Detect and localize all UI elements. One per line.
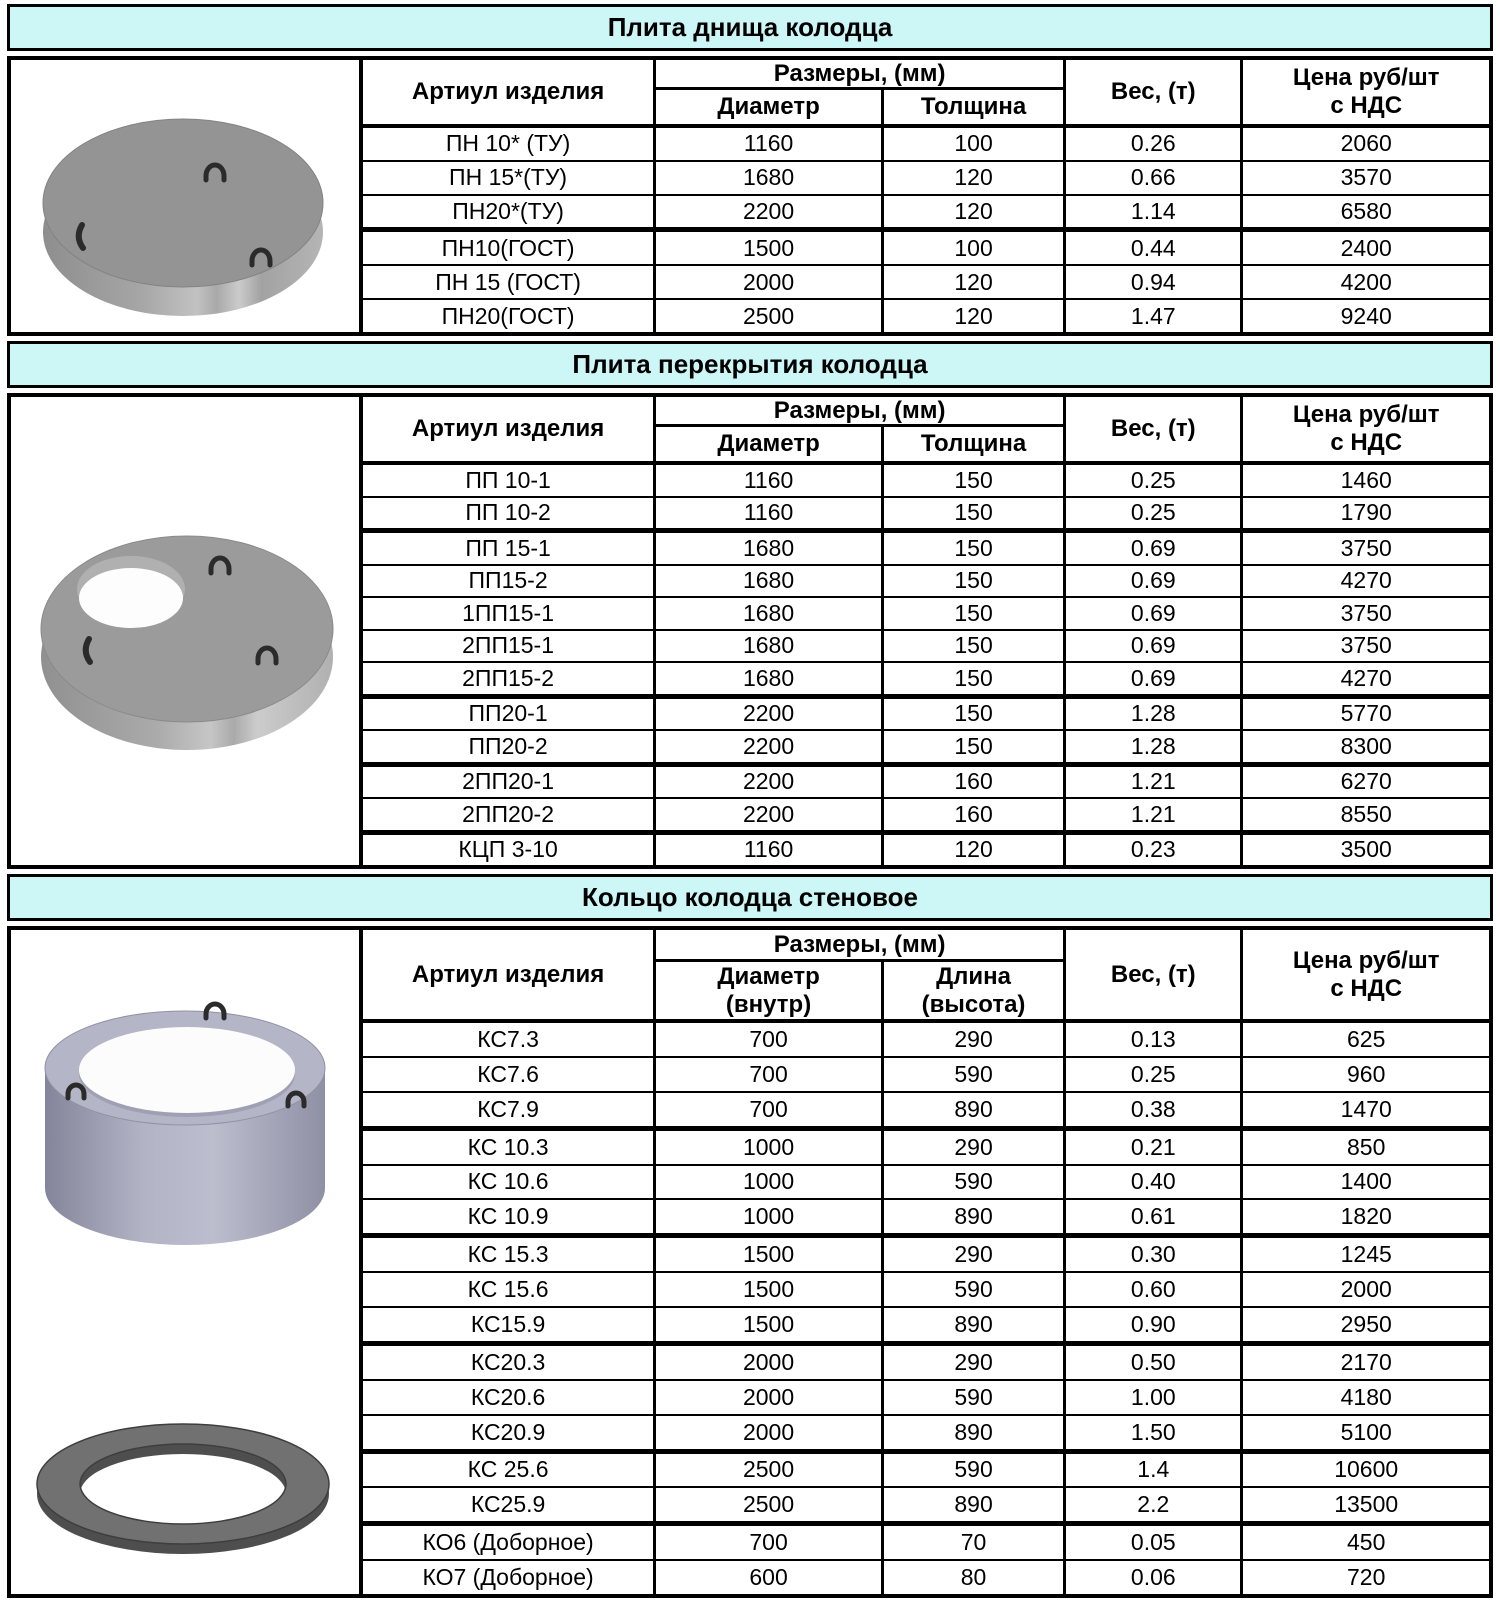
cell-size2: 890 [881, 1416, 1063, 1449]
cell-size1: 2500 [653, 1454, 881, 1487]
cell-price: 2060 [1240, 128, 1489, 160]
cell-size1: 1680 [653, 162, 881, 194]
cell-size1: 1500 [653, 1273, 881, 1306]
header-price: Цена руб/шт с НДС [1240, 397, 1489, 461]
cell-size1: 2500 [653, 1488, 881, 1521]
cell-size2: 80 [881, 1561, 1063, 1594]
table-header [363, 930, 1489, 1023]
table-row [363, 598, 1489, 631]
cell-weight: 0.21 [1063, 1131, 1240, 1164]
table-row [363, 1093, 1489, 1131]
section-title-cover-slab: Плита перекрытия колодца [7, 341, 1493, 388]
cell-size1: 600 [653, 1561, 881, 1594]
cell-price: 9240 [1240, 300, 1489, 332]
cell-size2: 150 [881, 598, 1063, 629]
header-length: Длина (высота) [881, 962, 1063, 1019]
cell-price: 8300 [1240, 731, 1489, 762]
wall-ring-3d-icon [20, 988, 350, 1288]
cell-article: ПН20*(ТУ) [452, 198, 564, 225]
table-row [363, 162, 1489, 196]
cell-article: ПП15-2 [468, 567, 548, 594]
cell-article: 2ПП20-2 [462, 800, 555, 827]
cell-weight: 0.13 [1063, 1023, 1240, 1056]
cell-article: КЦП 3-10 [458, 836, 558, 863]
cell-size2: 100 [881, 128, 1063, 160]
cell-weight: 1.21 [1063, 767, 1240, 798]
cell-weight: 1.28 [1063, 699, 1240, 730]
header-weight: Вес, (т) [1063, 930, 1240, 1019]
cell-size1: 1680 [653, 533, 881, 564]
table-row [363, 1346, 1489, 1381]
cell-article: ПН 10* (ТУ) [445, 130, 571, 157]
table-row [363, 1166, 1489, 1201]
table-rows [363, 1023, 1489, 1594]
cell-size2: 120 [881, 300, 1063, 332]
cell-price: 1460 [1240, 465, 1489, 496]
cell-article: ПН10(ГОСТ) [441, 234, 575, 261]
cell-price: 3750 [1240, 533, 1489, 564]
cell-size1: 2000 [653, 1346, 881, 1379]
cell-price: 720 [1240, 1561, 1489, 1594]
cell-size2: 290 [881, 1023, 1063, 1056]
cell-article: КС 15.3 [467, 1241, 549, 1268]
cell-weight: 1.28 [1063, 731, 1240, 762]
cell-size1: 2000 [653, 1381, 881, 1414]
cell-size2: 290 [881, 1238, 1063, 1271]
header-sizes: Размеры, (мм) [653, 397, 1063, 427]
cell-weight: 0.26 [1063, 128, 1240, 160]
cell-size2: 150 [881, 498, 1063, 529]
cell-article: ПП 10-2 [465, 499, 551, 526]
table-row [363, 731, 1489, 767]
cell-article: КС 10.3 [467, 1133, 549, 1160]
cell-size1: 1160 [653, 498, 881, 529]
header-sizes: Размеры, (мм) [653, 930, 1063, 962]
table-row [363, 767, 1489, 800]
table-row [363, 1488, 1489, 1526]
header-thickness: Толщина [881, 90, 1063, 124]
cell-size1: 1500 [653, 232, 881, 264]
cell-size2: 150 [881, 566, 1063, 597]
cell-size2: 890 [881, 1093, 1063, 1126]
header-sizes: Размеры, (мм) [653, 60, 1063, 90]
cell-size2: 890 [881, 1200, 1063, 1233]
table-rows [363, 128, 1489, 332]
cell-size1: 700 [653, 1526, 881, 1559]
table-row [363, 1238, 1489, 1273]
table-row [363, 1561, 1489, 1594]
cell-weight: 1.21 [1063, 799, 1240, 830]
cell-weight: 1.47 [1063, 300, 1240, 332]
cell-article: КС20.6 [470, 1383, 546, 1410]
header-weight: Вес, (т) [1063, 397, 1240, 461]
cell-size2: 290 [881, 1346, 1063, 1379]
cell-weight: 0.38 [1063, 1093, 1240, 1126]
cell-size1: 1160 [653, 128, 881, 160]
cell-article: 1ПП15-1 [462, 599, 555, 626]
cell-price: 625 [1240, 1023, 1489, 1056]
cell-size2: 120 [881, 266, 1063, 298]
header-article: Артиул изделия [411, 960, 605, 988]
cell-size1: 1680 [653, 598, 881, 629]
section-title-bottom-slab: Плита днища колодца [7, 4, 1493, 51]
cell-article: ПН 15 (ГОСТ) [435, 268, 581, 295]
cell-size1: 700 [653, 1058, 881, 1091]
cell-price: 13500 [1240, 1488, 1489, 1521]
cell-article: КС15.9 [470, 1310, 546, 1337]
cell-size1: 2200 [653, 767, 881, 798]
cell-article: КС 10.6 [467, 1168, 549, 1195]
cell-price: 450 [1240, 1526, 1489, 1559]
cell-weight: 0.40 [1063, 1166, 1240, 1199]
table-row [363, 266, 1489, 300]
table-row [363, 1454, 1489, 1489]
cell-weight: 0.69 [1063, 533, 1240, 564]
cell-size1: 1680 [653, 663, 881, 694]
cell-weight: 0.60 [1063, 1273, 1240, 1306]
table-row [363, 1023, 1489, 1058]
cell-weight: 0.25 [1063, 465, 1240, 496]
cell-article: ПН20(ГОСТ) [441, 302, 575, 329]
cell-weight: 2.2 [1063, 1488, 1240, 1521]
table-row [363, 1131, 1489, 1166]
cell-weight: 1.14 [1063, 196, 1240, 228]
cell-size2: 150 [881, 663, 1063, 694]
table-bottom-slab [7, 56, 1493, 336]
cell-size1: 1000 [653, 1131, 881, 1164]
well-cover-slab-image [11, 397, 363, 865]
cell-price: 1470 [1240, 1093, 1489, 1126]
cell-price: 1790 [1240, 498, 1489, 529]
cell-article: КС7.6 [477, 1060, 539, 1087]
cell-article: КС 25.6 [467, 1456, 549, 1483]
table-row [363, 128, 1489, 162]
cell-price: 1245 [1240, 1238, 1489, 1271]
cell-size1: 1500 [653, 1238, 881, 1271]
table-row [363, 663, 1489, 699]
cell-price: 4200 [1240, 266, 1489, 298]
cell-size1: 2000 [653, 266, 881, 298]
table-header [363, 60, 1489, 128]
cell-price: 5100 [1240, 1416, 1489, 1449]
cell-price: 5770 [1240, 699, 1489, 730]
cell-price: 4270 [1240, 566, 1489, 597]
cell-weight: 1.50 [1063, 1416, 1240, 1449]
cell-weight: 0.50 [1063, 1346, 1240, 1379]
header-diameter: Диаметр [653, 90, 881, 124]
cell-size2: 150 [881, 465, 1063, 496]
cell-size1: 1000 [653, 1166, 881, 1199]
cell-size2: 120 [881, 162, 1063, 194]
cell-article: КС20.3 [470, 1348, 546, 1375]
table-row [363, 699, 1489, 732]
table-rows [363, 465, 1489, 865]
cell-weight: 0.05 [1063, 1526, 1240, 1559]
cell-size2: 160 [881, 799, 1063, 830]
cell-size2: 590 [881, 1058, 1063, 1091]
table-row [363, 465, 1489, 498]
cell-size2: 590 [881, 1166, 1063, 1199]
cell-size2: 290 [881, 1131, 1063, 1164]
adjusting-ring-3d-icon [20, 1416, 350, 1566]
cell-weight: 1.00 [1063, 1381, 1240, 1414]
cell-size2: 120 [881, 196, 1063, 228]
cell-weight: 1.4 [1063, 1454, 1240, 1487]
table-row [363, 533, 1489, 566]
cell-price: 960 [1240, 1058, 1489, 1091]
table-row [363, 1526, 1489, 1561]
cell-weight: 0.61 [1063, 1200, 1240, 1233]
cell-size1: 1680 [653, 631, 881, 662]
cell-size1: 2200 [653, 799, 881, 830]
cell-size1: 2000 [653, 1416, 881, 1449]
cell-article: КС25.9 [470, 1491, 546, 1518]
cell-weight: 0.06 [1063, 1561, 1240, 1594]
cell-price: 3500 [1240, 835, 1489, 866]
cell-article: КС7.9 [477, 1095, 539, 1122]
cell-weight: 0.69 [1063, 631, 1240, 662]
cell-weight: 0.23 [1063, 835, 1240, 866]
cell-size2: 120 [881, 835, 1063, 866]
cell-size1: 700 [653, 1093, 881, 1126]
cell-size2: 150 [881, 699, 1063, 730]
cell-article: КС 15.6 [467, 1276, 549, 1303]
header-price: Цена руб/шт с НДС [1240, 60, 1489, 124]
cell-size2: 150 [881, 533, 1063, 564]
table-row [363, 1416, 1489, 1454]
cell-price: 3570 [1240, 162, 1489, 194]
well-wall-ring-image [11, 930, 363, 1594]
cell-size1: 2200 [653, 699, 881, 730]
cell-article: КС20.9 [470, 1418, 546, 1445]
table-row [363, 1381, 1489, 1416]
header-diameter: Диаметр (внутр) [653, 962, 881, 1019]
cell-price: 4270 [1240, 663, 1489, 694]
cell-size2: 890 [881, 1308, 1063, 1341]
header-article: Артиул изделия [411, 78, 605, 106]
cell-weight: 0.69 [1063, 663, 1240, 694]
cell-price: 10600 [1240, 1454, 1489, 1487]
cell-weight: 0.44 [1063, 232, 1240, 264]
cell-size1: 1160 [653, 465, 881, 496]
cell-size1: 700 [653, 1023, 881, 1056]
table-row [363, 196, 1489, 233]
cell-price: 8550 [1240, 799, 1489, 830]
cell-weight: 0.94 [1063, 266, 1240, 298]
cell-weight: 0.25 [1063, 498, 1240, 529]
table-wall-ring [7, 926, 1493, 1598]
table-row [363, 498, 1489, 534]
cell-size2: 100 [881, 232, 1063, 264]
cell-price: 6580 [1240, 196, 1489, 228]
cell-price: 1400 [1240, 1166, 1489, 1199]
table-header [363, 397, 1489, 465]
table-row [363, 1273, 1489, 1308]
cell-size2: 70 [881, 1526, 1063, 1559]
cell-price: 2170 [1240, 1346, 1489, 1379]
cell-article: КО6 (Доборное) [422, 1529, 594, 1556]
cell-article: ПП20-2 [468, 732, 548, 759]
table-row [363, 1308, 1489, 1346]
cell-weight: 0.69 [1063, 566, 1240, 597]
cell-article: ПП20-1 [468, 700, 548, 727]
table-row [363, 300, 1489, 332]
cell-article: ПП 10-1 [465, 466, 551, 493]
cell-price: 850 [1240, 1131, 1489, 1164]
table-cover-slab [7, 393, 1493, 869]
header-weight: Вес, (т) [1063, 60, 1240, 124]
cell-size2: 160 [881, 767, 1063, 798]
cell-size2: 890 [881, 1488, 1063, 1521]
table-row [363, 566, 1489, 599]
cell-article: 2ПП15-1 [462, 632, 555, 659]
table-row [363, 835, 1489, 866]
table-row [363, 1200, 1489, 1238]
cell-weight: 0.90 [1063, 1308, 1240, 1341]
cell-price: 2400 [1240, 232, 1489, 264]
header-diameter: Диаметр [653, 427, 881, 461]
cell-size1: 1680 [653, 566, 881, 597]
cell-price: 6270 [1240, 767, 1489, 798]
well-bottom-slab-image [11, 60, 363, 332]
table-row [363, 1058, 1489, 1093]
cell-article: 2ПП15-2 [462, 664, 555, 691]
cell-size2: 590 [881, 1454, 1063, 1487]
cell-price: 3750 [1240, 631, 1489, 662]
cell-size1: 1000 [653, 1200, 881, 1233]
cell-price: 2950 [1240, 1308, 1489, 1341]
bottom-slab-3d-icon [20, 65, 350, 327]
cell-size1: 2200 [653, 196, 881, 228]
header-thickness: Толщина [881, 427, 1063, 461]
cell-weight: 0.66 [1063, 162, 1240, 194]
cell-size1: 1160 [653, 835, 881, 866]
cell-weight: 0.25 [1063, 1058, 1240, 1091]
cell-price: 4180 [1240, 1381, 1489, 1414]
cell-article: ПП 15-1 [465, 534, 551, 561]
cell-size2: 590 [881, 1381, 1063, 1414]
table-row [363, 631, 1489, 664]
cell-size1: 2500 [653, 300, 881, 332]
section-title-wall-ring: Кольцо колодца стеновое [7, 874, 1493, 921]
cell-article: ПН 15*(ТУ) [449, 164, 568, 191]
cell-size2: 150 [881, 631, 1063, 662]
cell-price: 3750 [1240, 598, 1489, 629]
cell-size1: 1500 [653, 1308, 881, 1341]
table-row [363, 799, 1489, 835]
cell-price: 1820 [1240, 1200, 1489, 1233]
cell-size2: 590 [881, 1273, 1063, 1306]
cell-weight: 0.69 [1063, 598, 1240, 629]
cell-article: КС7.3 [477, 1025, 539, 1052]
cell-article: 2ПП20-1 [462, 768, 555, 795]
cell-price: 2000 [1240, 1273, 1489, 1306]
table-row [363, 232, 1489, 266]
cover-slab-3d-icon [15, 461, 355, 801]
header-price: Цена руб/шт с НДС [1240, 930, 1489, 1019]
cell-weight: 0.30 [1063, 1238, 1240, 1271]
cell-size2: 150 [881, 731, 1063, 762]
cell-article: КО7 (Доборное) [422, 1564, 594, 1591]
cell-article: КС 10.9 [467, 1203, 549, 1230]
cell-size1: 2200 [653, 731, 881, 762]
header-article: Артиул изделия [411, 415, 605, 443]
